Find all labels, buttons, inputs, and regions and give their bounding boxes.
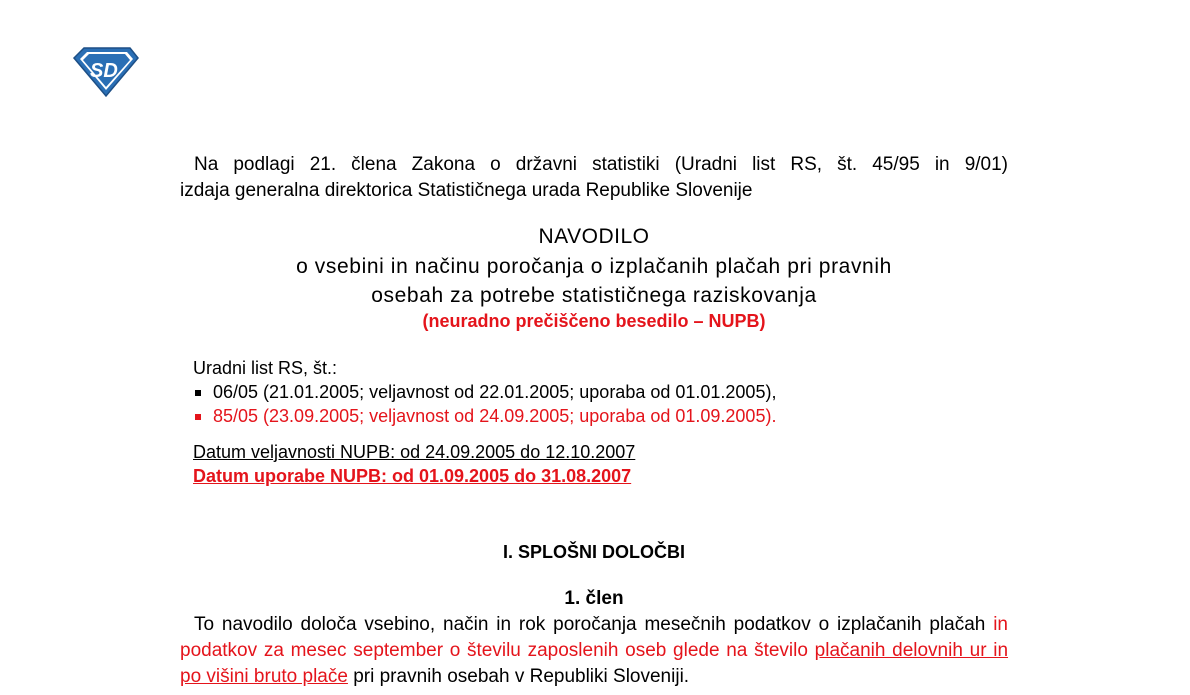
title-main: NAVODILO [538, 225, 650, 248]
article-text-d: pri pravnih osebah v Republiki Sloveniji. [347, 666, 690, 687]
gazette-item-text: 85/05 (23.09.2005; veljavnost od 24.09.2005; uporaba od 01.09.2005). [213, 406, 777, 426]
article-paragraph [180, 612, 1008, 690]
title-sub-line-1: o vsebini in načinu poročanja o izplačanih plačah pri pravnih [296, 255, 892, 278]
gazette-label: Uradni list RS, št.: [193, 358, 338, 378]
section-heading: I. SPLOŠNI DOLOČBI [502, 542, 685, 562]
validity-dates [180, 440, 1008, 488]
title-sub-line-2: osebah za potrebe statističnega raziskovanja [371, 284, 817, 307]
article-text-a: To navodilo določa vsebino, način in rok poročanja mesečnih podatkov o izplačanih plačah [194, 614, 986, 635]
document-body [180, 152, 1008, 690]
gazette-item [193, 380, 1008, 404]
gazette-item [193, 404, 1008, 428]
official-gazette-list [180, 356, 1008, 428]
svg-text:SD: SD [90, 60, 118, 82]
article-text-b: in podatkov za mesec september o številu zaposlenih oseb glede na število [180, 614, 1008, 661]
article-text-c: plačanih delovnih ur in po višini bruto plače [180, 640, 1009, 687]
sd-logo [70, 44, 142, 100]
bullet-icon [195, 390, 201, 396]
validity-date: Datum veljavnosti NUPB: od 24.09.2005 do 12.10.2007 [193, 442, 636, 462]
title-note: (neuradno prečiščeno besedilo – NUPB) [422, 311, 766, 331]
gazette-item-text: 06/05 (21.01.2005; veljavnost od 22.01.2005; uporaba od 01.01.2005), [213, 382, 777, 402]
intro-line-2: izdaja generalna direktorica Statističnega urada Republike Slovenije [180, 180, 753, 201]
intro-line-1: Na podlagi 21. člena Zakona o državni statistiki (Uradni list RS, št. 45/95 in 9/01) [194, 154, 1008, 175]
usage-date: Datum uporabe NUPB: od 01.09.2005 do 31.08.2007 [193, 466, 632, 486]
article-heading: 1. člen [564, 588, 624, 609]
document-title [180, 222, 1008, 332]
intro-paragraph [180, 152, 1008, 204]
bullet-icon [195, 414, 201, 420]
